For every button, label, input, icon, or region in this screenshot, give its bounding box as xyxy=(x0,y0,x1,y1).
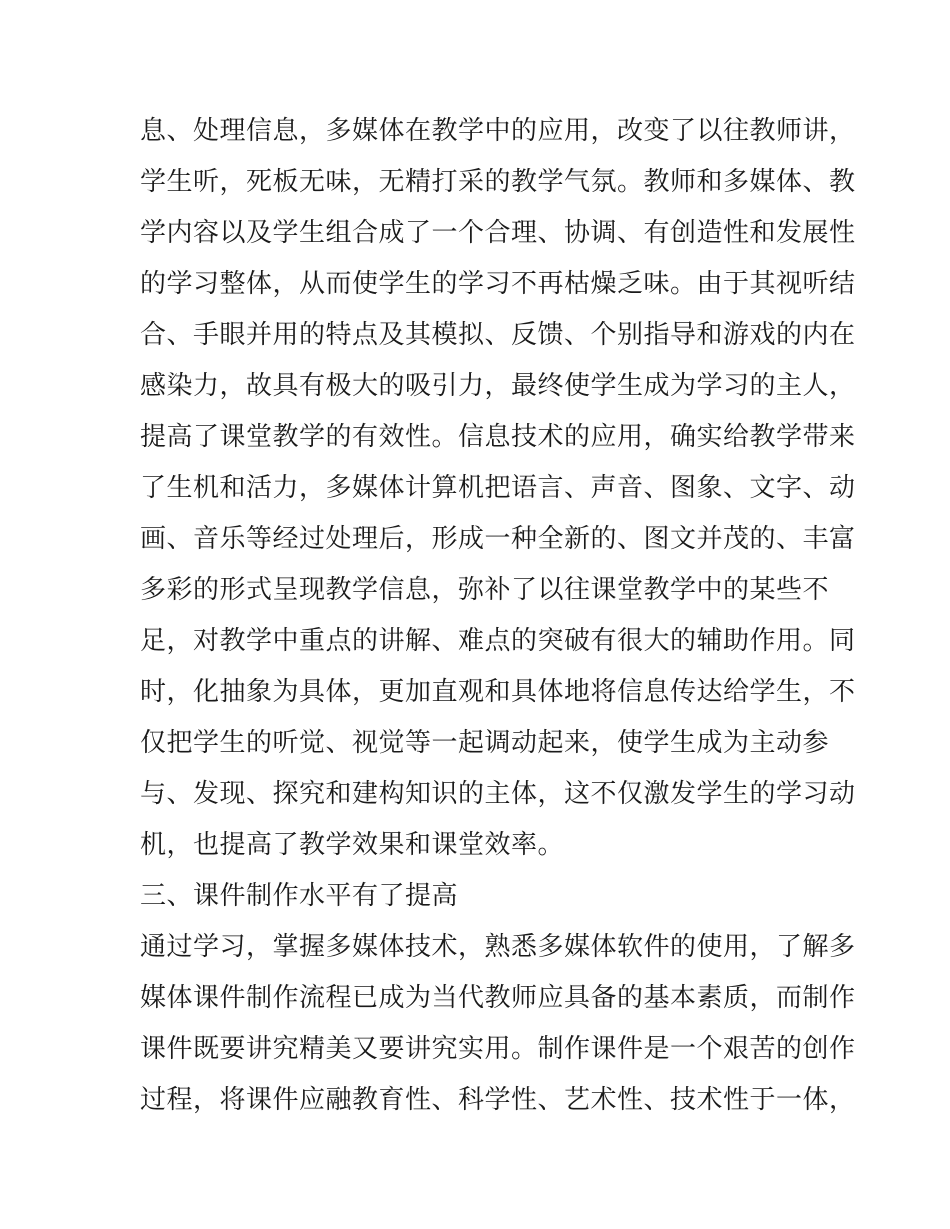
paragraph-line: 的学习整体，从而使学生的学习不再枯燥乏味。由于其视听结 xyxy=(140,269,856,299)
paragraph-line: 画、音乐等经过处理后，形成一种全新的、图文并茂的、丰富 xyxy=(140,524,856,554)
paragraph-line: 与、发现、探究和建构知识的主体，这不仅激发学生的学习动 xyxy=(140,779,856,809)
paragraph-line: 机，也提高了教学效果和课堂效率。 xyxy=(140,830,565,860)
section-paragraph-line: 过程，将课件应融教育性、科学性、艺术性、技术性于一体， xyxy=(140,1085,856,1115)
paragraph-line: 足，对教学中重点的讲解、难点的突破有很大的辅助作用。同 xyxy=(140,626,856,656)
paragraph-line: 学生听，死板无味，无精打采的教学气氛。教师和多媒体、教 xyxy=(140,167,856,197)
paragraph-line: 了生机和活力，多媒体计算机把语言、声音、图象、文字、动 xyxy=(140,473,856,503)
paragraph-line: 学内容以及学生组合成了一个合理、协调、有创造性和发展性 xyxy=(140,218,856,248)
section-paragraph-line: 通过学习，掌握多媒体技术，熟悉多媒体软件的使用，了解多 xyxy=(140,932,856,962)
paragraph-line: 时，化抽象为具体，更加直观和具体地将信息传达给学生，不 xyxy=(140,677,856,707)
paragraph-line: 提高了课堂教学的有效性。信息技术的应用，确实给教学带来 xyxy=(140,422,856,452)
paragraph-line: 息、处理信息，多媒体在教学中的应用，改变了以往教师讲， xyxy=(140,116,856,146)
document-page xyxy=(140,106,856,1126)
section-heading: 三、课件制作水平有了提高 xyxy=(140,881,459,911)
paragraph-line: 多彩的形式呈现教学信息，弥补了以往课堂教学中的某些不 xyxy=(140,575,830,605)
section-paragraph-line: 媒体课件制作流程已成为当代教师应具备的基本素质，而制作 xyxy=(140,983,856,1013)
paragraph-line: 感染力，故具有极大的吸引力，最终使学生成为学习的主人， xyxy=(140,371,856,401)
paragraph-line: 合、手眼并用的特点及其模拟、反馈、个别指导和游戏的内在 xyxy=(140,320,856,350)
section-paragraph-line: 课件既要讲究精美又要讲究实用。制作课件是一个艰苦的创作 xyxy=(140,1034,856,1064)
paragraph-line: 仅把学生的听觉、视觉等一起调动起来，使学生成为主动参 xyxy=(140,728,830,758)
